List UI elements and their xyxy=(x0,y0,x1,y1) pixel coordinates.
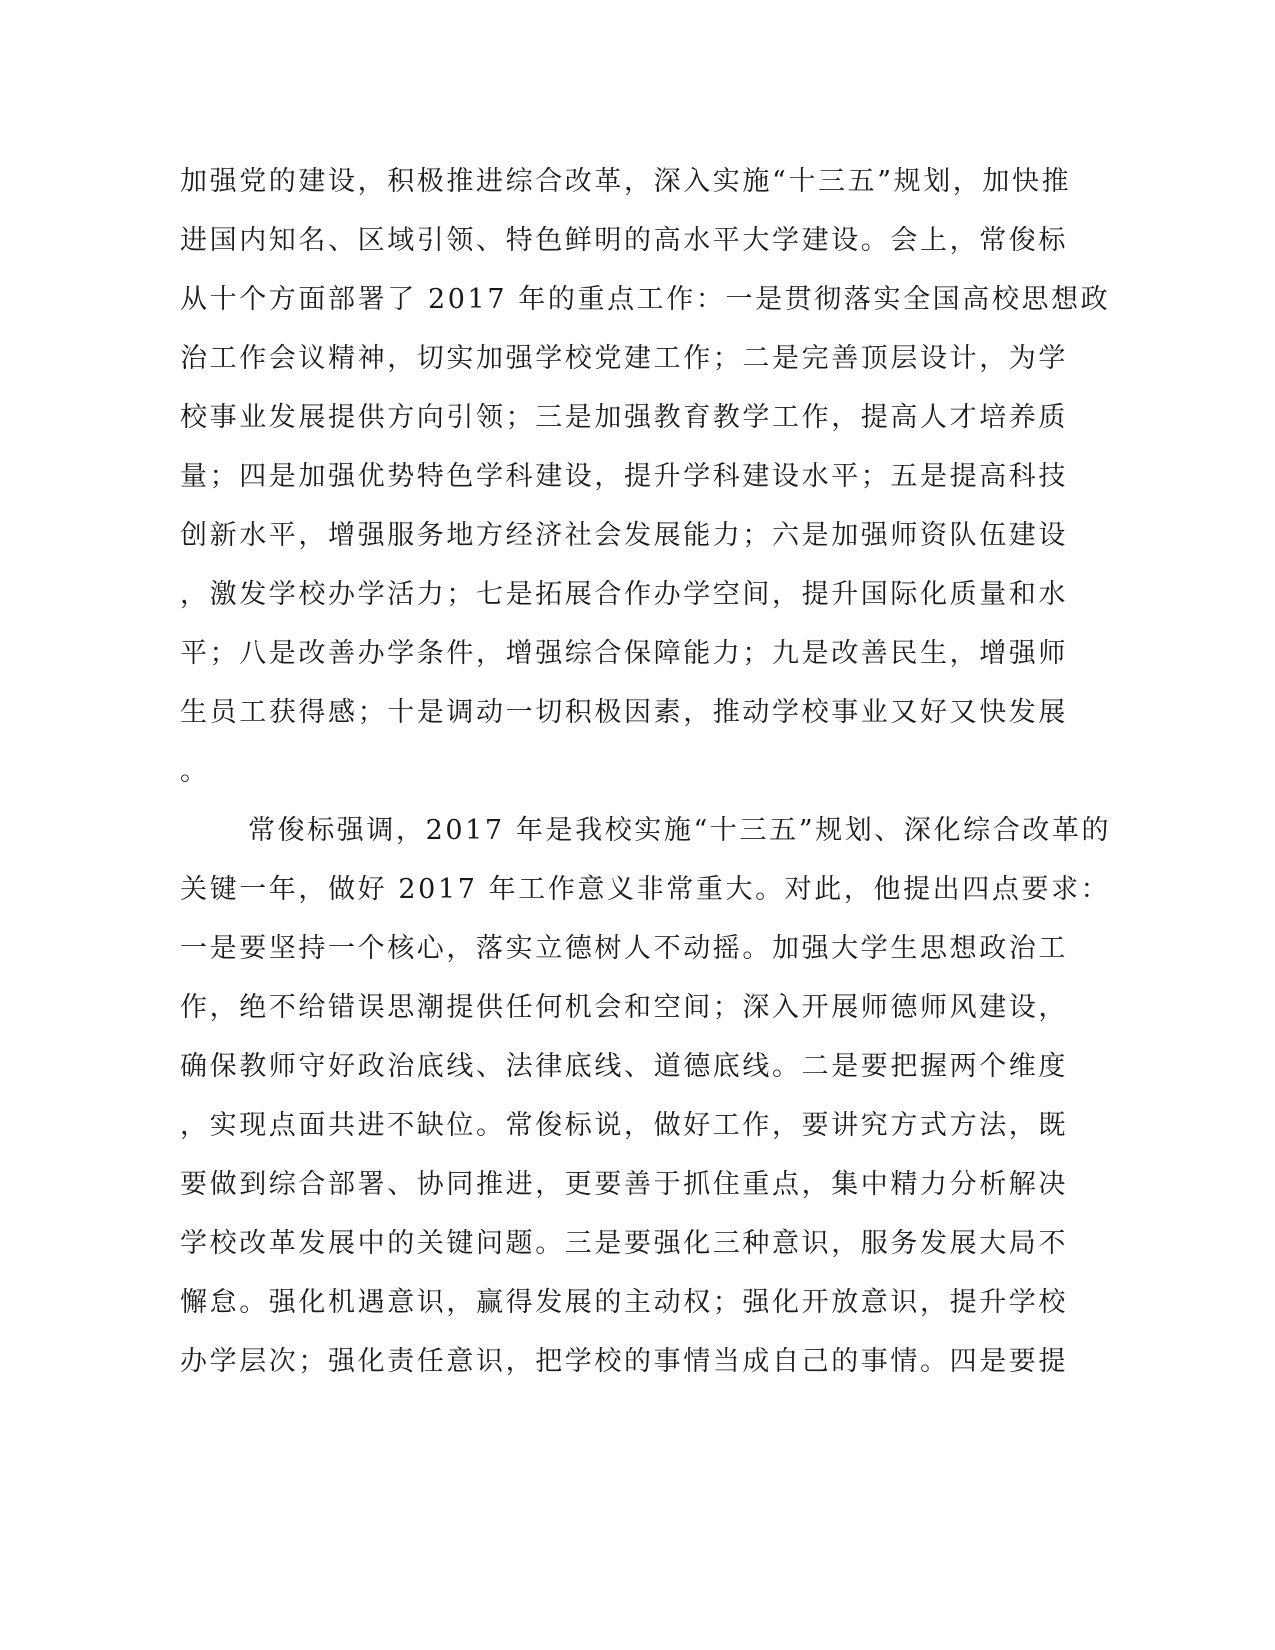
text-line: 学校改革发展中的关键问题。三是要强化三种意识，服务发展大局不 xyxy=(180,1228,1068,1259)
paragraph-start-line: 常俊标强调，2017 年是我校实施“十三五”规划、深化综合改革的 xyxy=(248,815,1112,846)
text-line: ，激发学校办学活力；七是拓展合作办学空间，提升国际化质量和水 xyxy=(180,579,1068,610)
text-line: 。 xyxy=(180,756,210,787)
text-line: 量；四是加强优势特色学科建设，提升学科建设水平；五是提高科技 xyxy=(180,461,1068,492)
text-line: 要做到综合部署、协同推进，更要善于抓住重点，集中精力分析解决 xyxy=(180,1169,1068,1200)
text-line: 懈怠。强化机遇意识，赢得发展的主动权；强化开放意识，提升学校 xyxy=(180,1287,1068,1318)
text-line: 作，绝不给错误思潮提供任何机会和空间；深入开展师德师风建设， xyxy=(180,992,1068,1023)
text-line: 治工作会议精神，切实加强学校党建工作；二是完善顶层设计，为学 xyxy=(180,343,1068,374)
text-line: ，实现点面共进不缺位。常俊标说，做好工作，要讲究方式方法，既 xyxy=(180,1110,1068,1141)
body-text xyxy=(180,152,1112,1391)
text-line: 关键一年，做好 2017 年工作意义非常重大。对此，他提出四点要求： xyxy=(180,874,1111,905)
text-line: 从十个方面部署了 2017 年的重点工作：一是贯彻落实全国高校思想政 xyxy=(180,284,1111,315)
text-line: 办学层次；强化责任意识，把学校的事情当成自己的事情。四是要提 xyxy=(180,1346,1068,1377)
text-line: 确保教师守好政治底线、法律底线、道德底线。二是要把握两个维度 xyxy=(180,1051,1068,1082)
text-line: 进国内知名、区域引领、特色鲜明的高水平大学建设。会上，常俊标 xyxy=(180,225,1068,256)
text-line: 平；八是改善办学条件，增强综合保障能力；九是改善民生，增强师 xyxy=(180,638,1068,669)
text-line: 加强党的建设，积极推进综合改革，深入实施“十三五”规划，加快推 xyxy=(180,166,1072,197)
text-line: 校事业发展提供方向引领；三是加强教育教学工作，提高人才培养质 xyxy=(180,402,1068,433)
text-line: 一是要坚持一个核心，落实立德树人不动摇。加强大学生思想政治工 xyxy=(180,933,1068,964)
text-line: 生员工获得感；十是调动一切积极因素，推动学校事业又好又快发展 xyxy=(180,697,1068,728)
text-line: 创新水平，增强服务地方经济社会发展能力；六是加强师资队伍建设 xyxy=(180,520,1068,551)
